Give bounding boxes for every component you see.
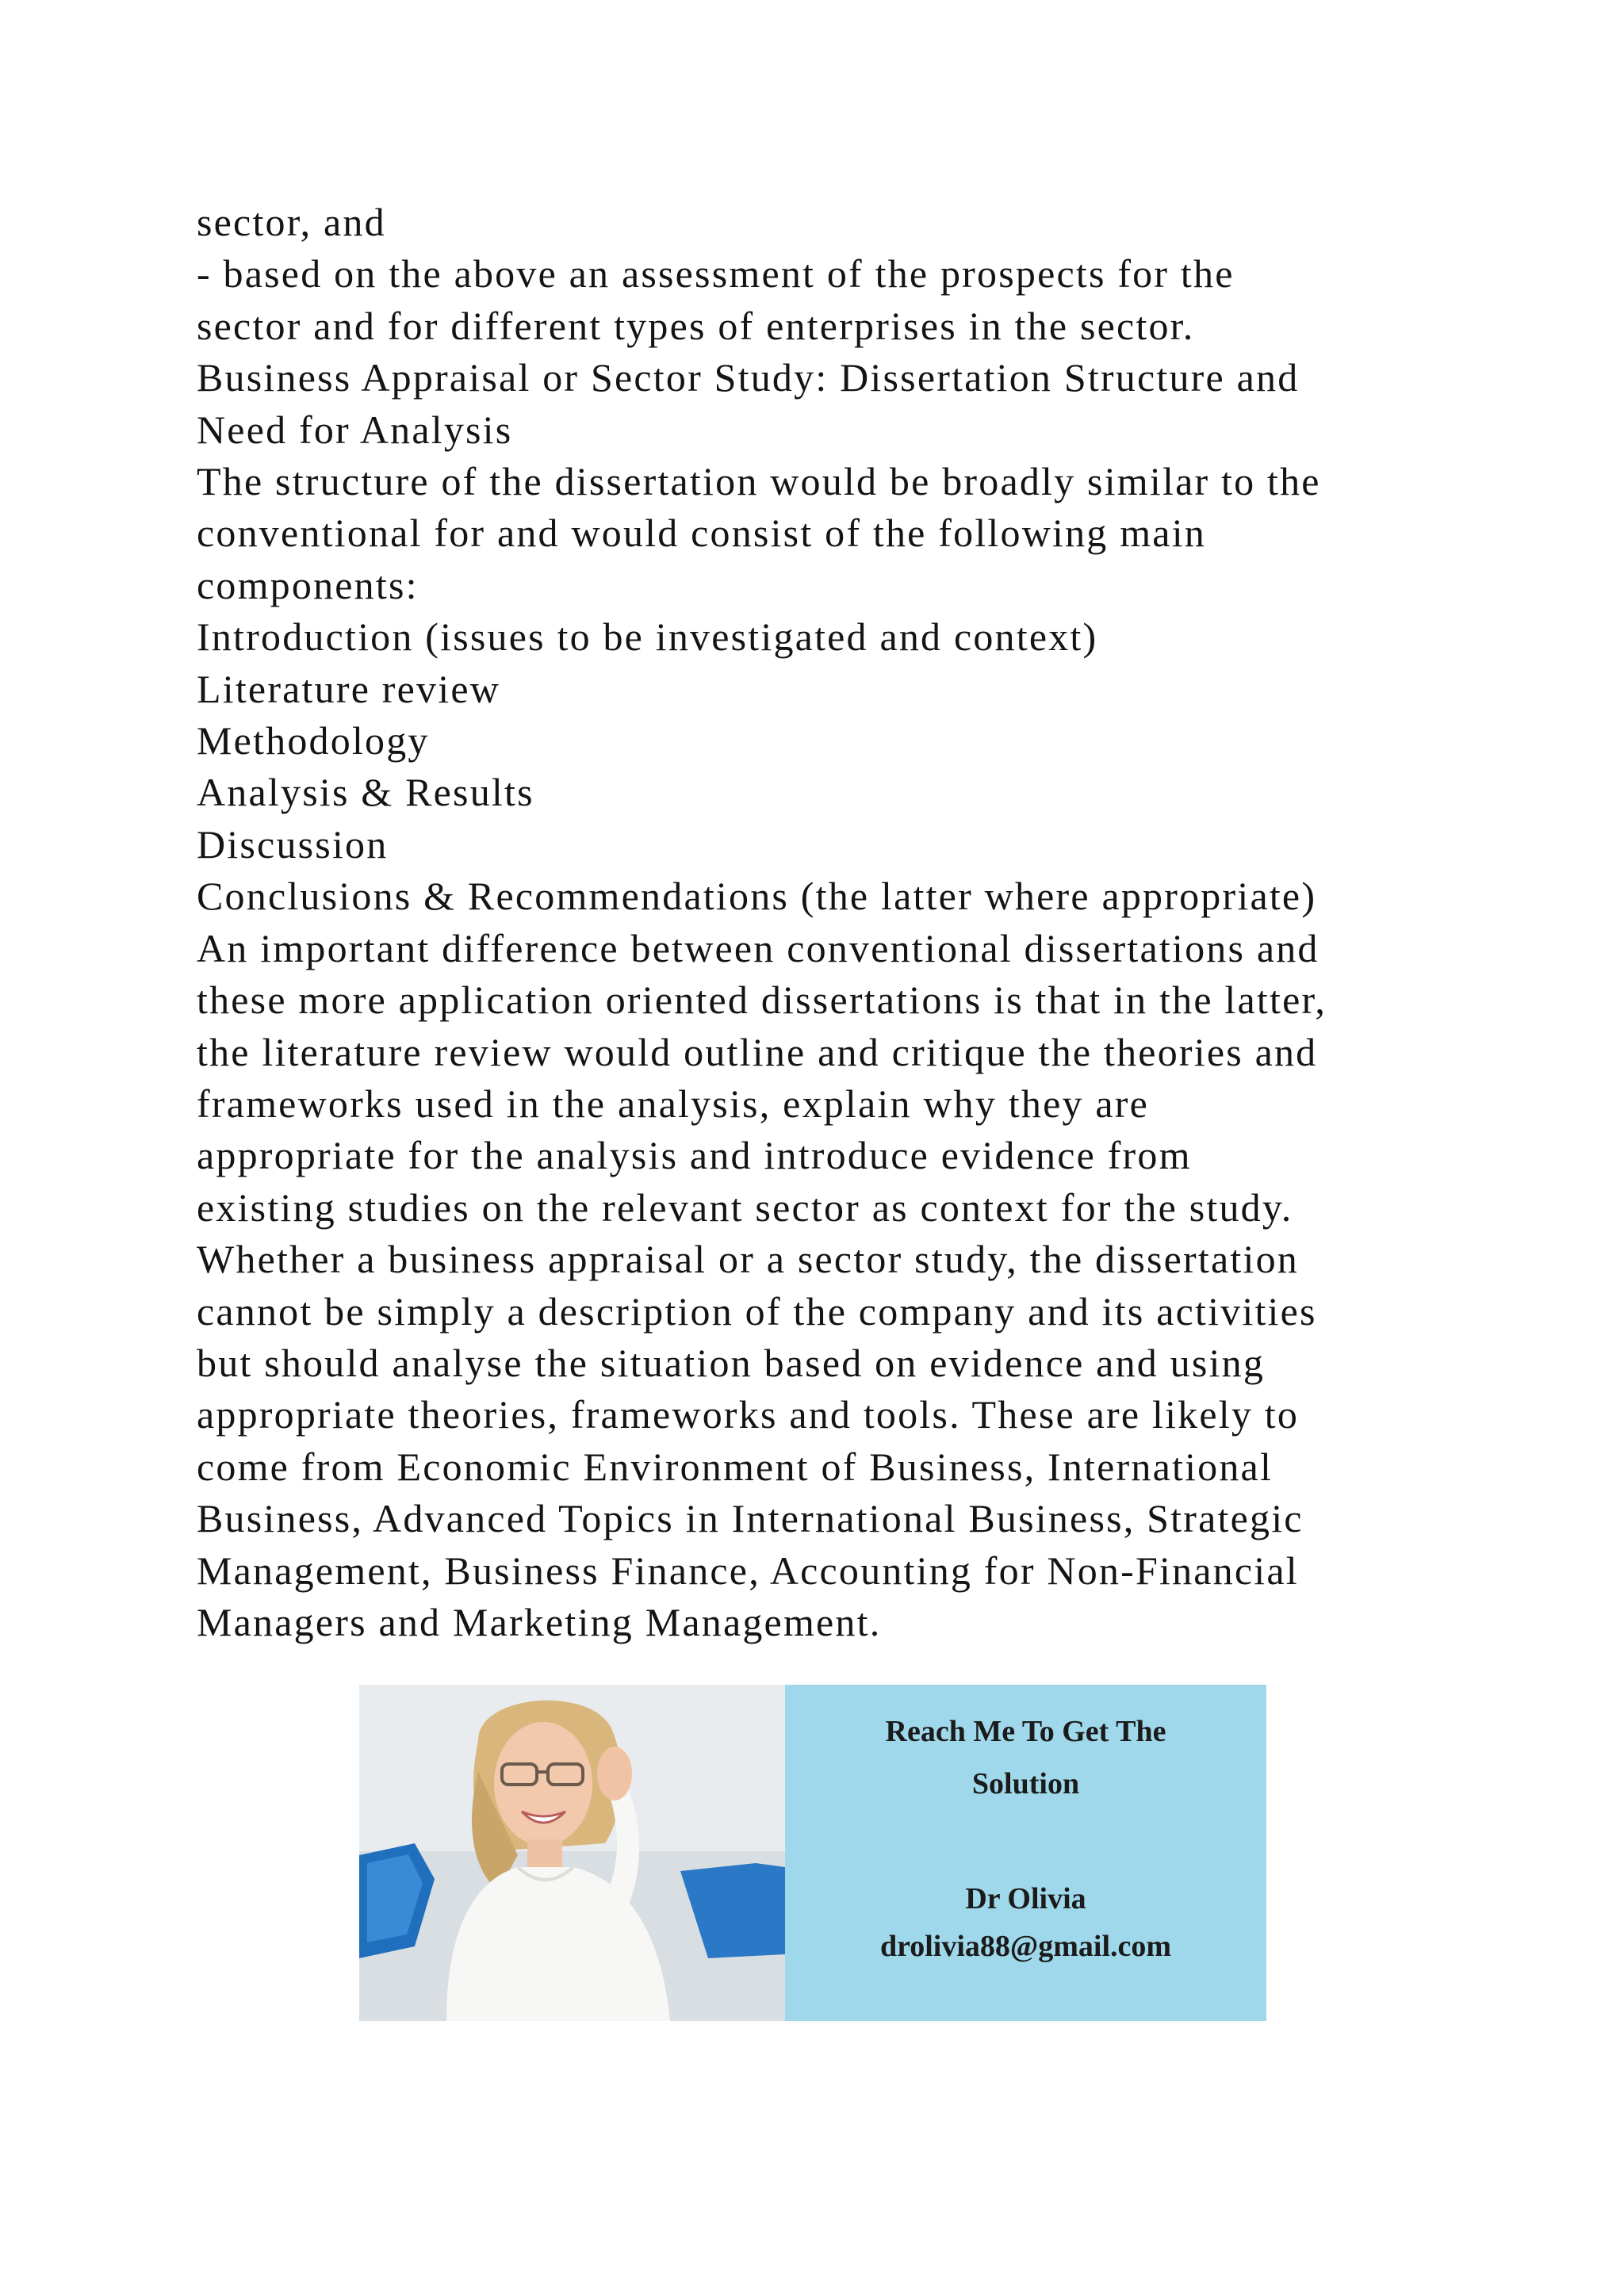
ad-heading-line: Solution bbox=[971, 1767, 1080, 1800]
contact-email: drolivia88@gmail.com bbox=[879, 1930, 1172, 1963]
component-item: Conclusions & Recommendations (the latter where appropriate) bbox=[197, 874, 1317, 919]
text-line: Managers and Marketing Management. bbox=[197, 1599, 882, 1644]
text-line: components: bbox=[197, 562, 419, 607]
component-item: Analysis & Results bbox=[197, 770, 534, 815]
text-line: Whether a business appraisal or a sector study, the dissertation bbox=[197, 1237, 1299, 1282]
section-heading-line: Need for Analysis bbox=[197, 407, 513, 452]
text-line: these more application oriented dissertations is that in the latter, bbox=[197, 978, 1327, 1023]
text-line: cannot be simply a description of the company and its activities bbox=[197, 1288, 1317, 1334]
text-line: Business, Advanced Topics in International Business, Strategic bbox=[197, 1496, 1304, 1541]
ad-heading bbox=[785, 1705, 1266, 1810]
section-heading-line: Business Appraisal or Sector Study: Dissertation Structure and bbox=[197, 355, 1300, 400]
contact-name: Dr Olivia bbox=[965, 1882, 1086, 1915]
component-item: Discussion bbox=[197, 821, 389, 867]
contact-ad-banner bbox=[359, 1685, 1266, 2021]
contact-info-panel bbox=[785, 1685, 1266, 2021]
body-text bbox=[197, 197, 1465, 1648]
text-line: come from Economic Environment of Business, International bbox=[197, 1444, 1274, 1489]
text-line: but should analyse the situation based on evidence and using bbox=[197, 1340, 1266, 1385]
ad-contact bbox=[785, 1875, 1266, 1970]
text-line: Management, Business Finance, Accounting for Non-Financial bbox=[197, 1548, 1299, 1593]
text-line: An important difference between conventional dissertations and bbox=[197, 925, 1320, 970]
woman-portrait-photo bbox=[359, 1685, 785, 2021]
text-line: the literature review would outline and critique the theories and bbox=[197, 1029, 1318, 1074]
text-line: - based on the above an assessment of the prospects for the bbox=[197, 251, 1235, 297]
text-line: sector, and bbox=[197, 200, 386, 244]
text-line: conventional for and would consist of the following main bbox=[197, 511, 1206, 556]
component-item: Introduction (issues to be investigated and context) bbox=[197, 614, 1098, 660]
text-line: appropriate for the analysis and introduce evidence from bbox=[197, 1133, 1192, 1178]
text-line: The structure of the dissertation would be broadly similar to the bbox=[197, 459, 1321, 504]
portrait-illustration bbox=[359, 1685, 785, 2021]
text-line: existing studies on the relevant sector as context for the study. bbox=[197, 1184, 1293, 1230]
ad-heading-line: Reach Me To Get The bbox=[885, 1715, 1166, 1748]
component-item: Literature review bbox=[197, 666, 501, 711]
component-item: Methodology bbox=[197, 718, 430, 763]
text-line: appropriate theories, frameworks and tools. These are likely to bbox=[197, 1392, 1300, 1437]
text-line: frameworks used in the analysis, explain why they are bbox=[197, 1081, 1149, 1126]
text-line: sector and for different types of enterprises in the sector. bbox=[197, 303, 1195, 348]
